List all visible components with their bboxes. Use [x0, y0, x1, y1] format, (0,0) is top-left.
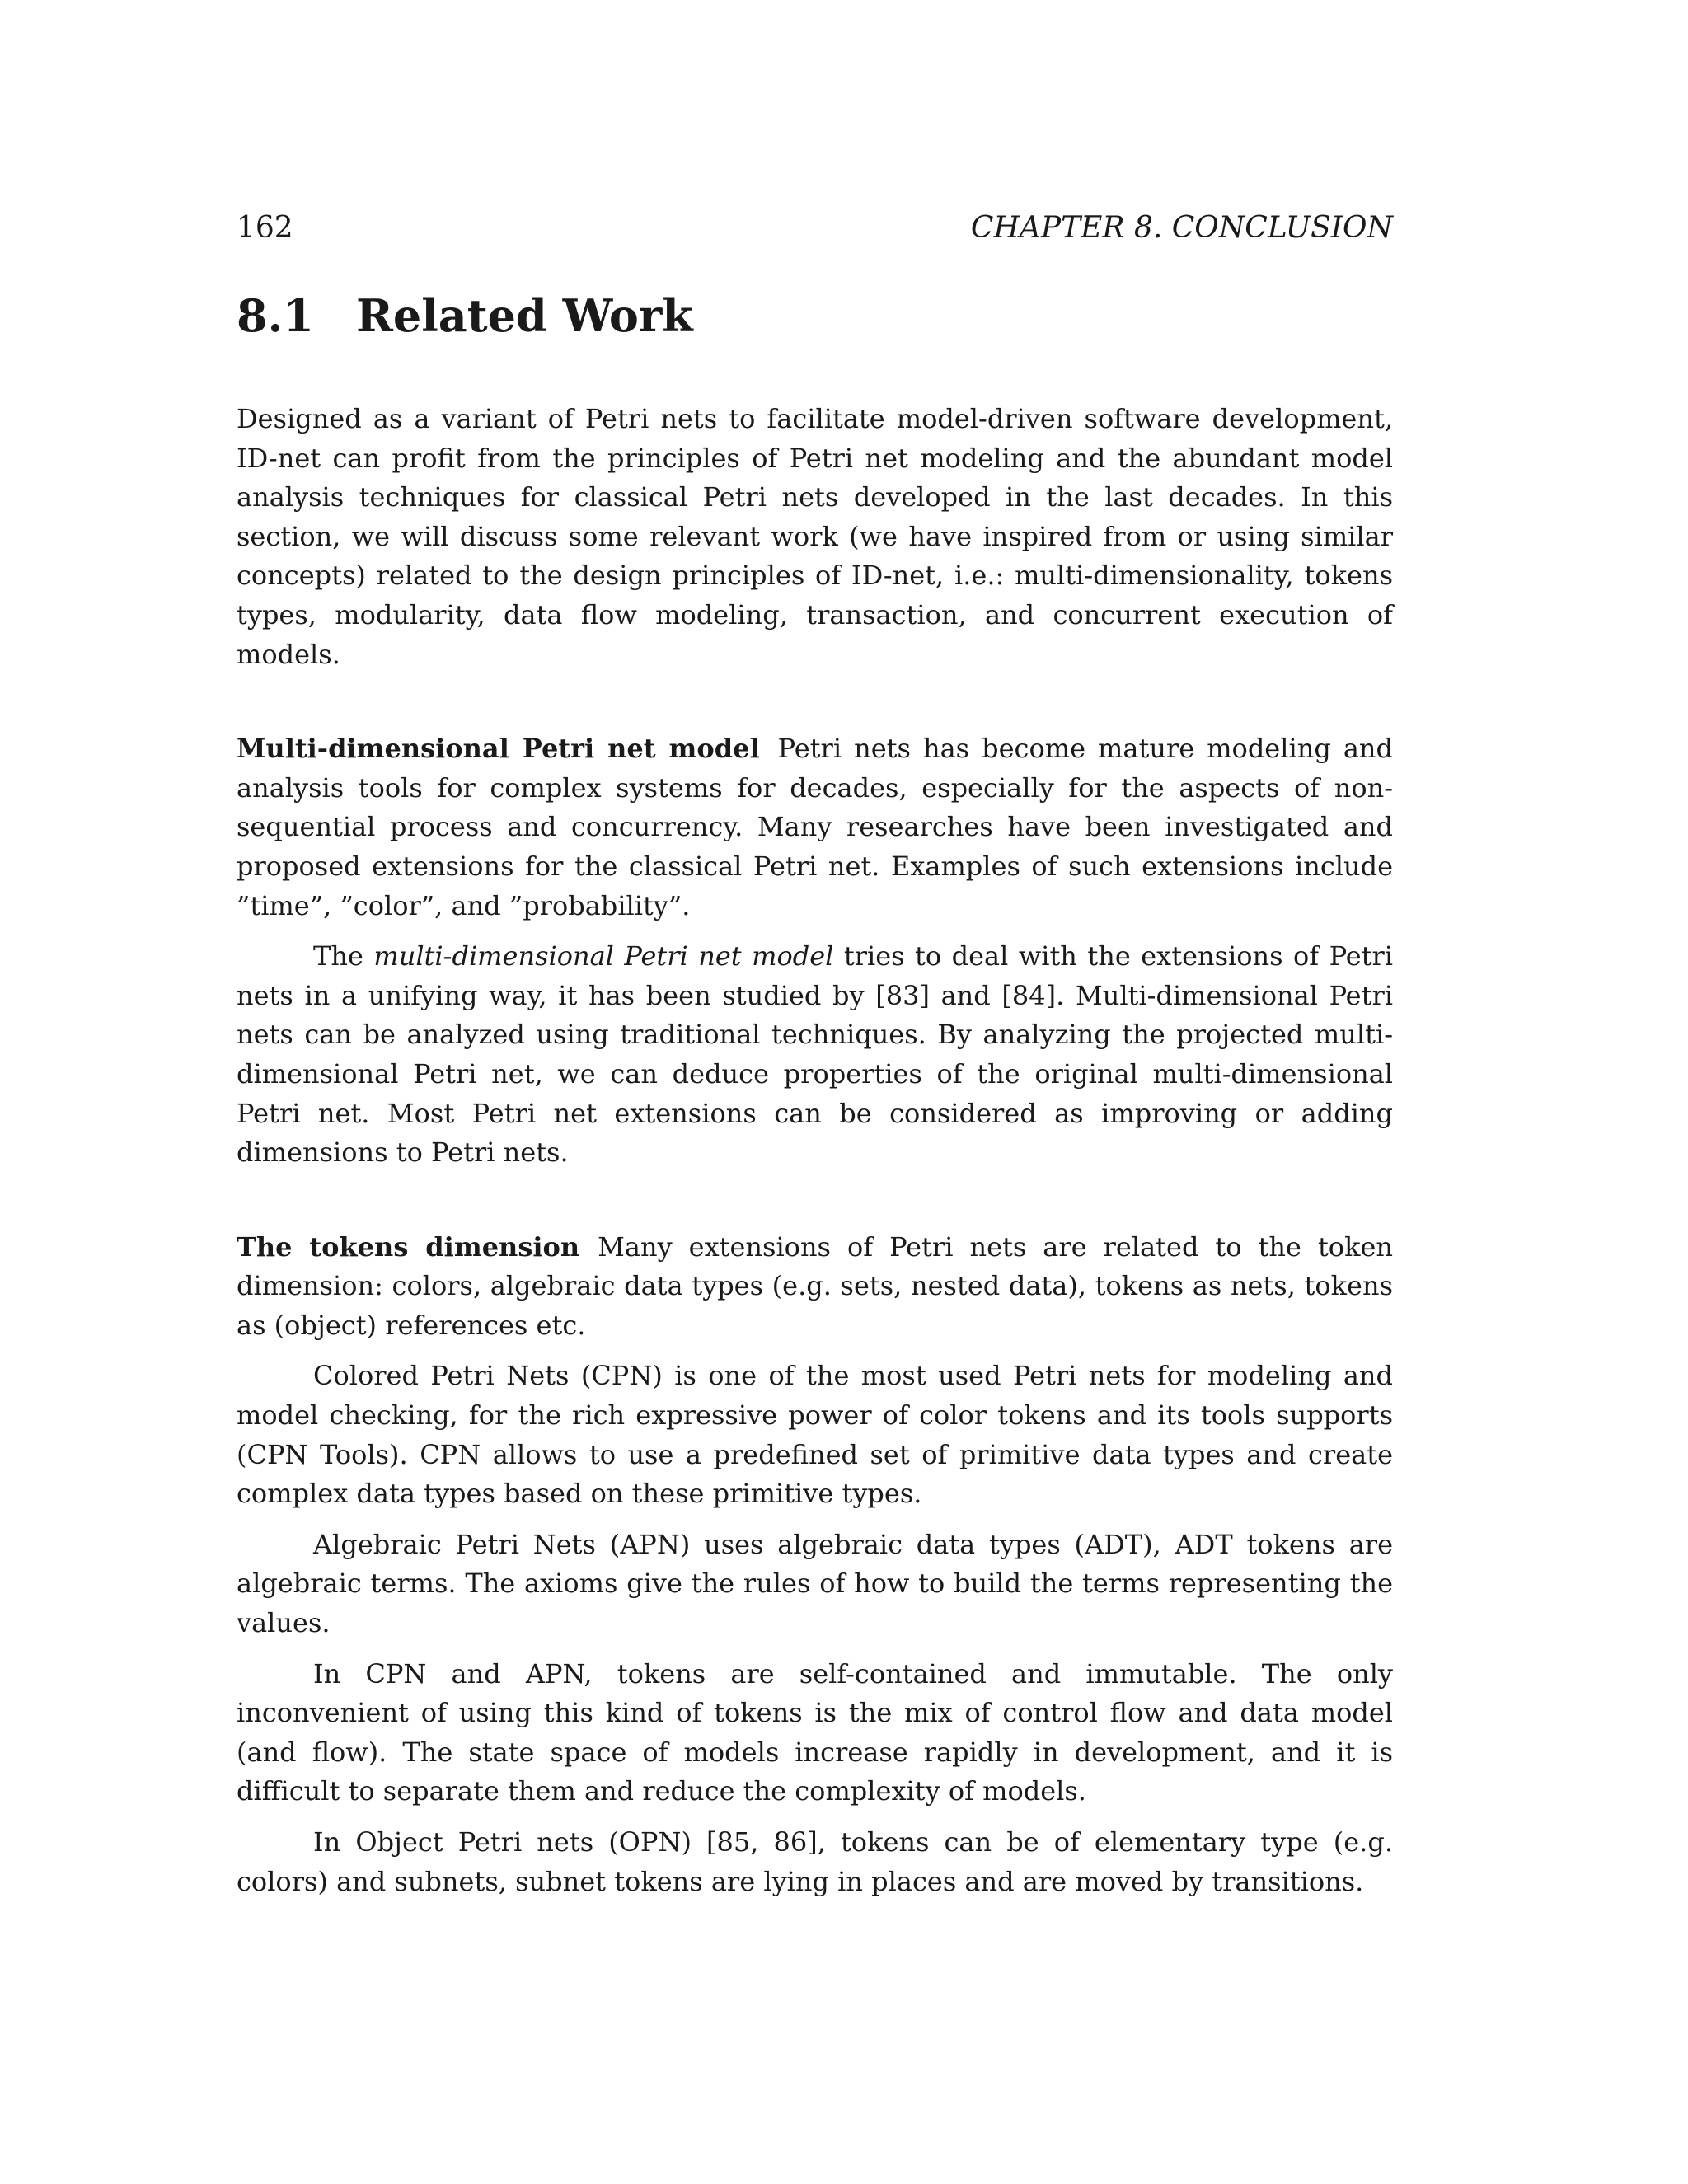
multi-dimensional-paragraph-1	[237, 729, 1393, 926]
running-header	[237, 210, 1393, 246]
paragraph-heading-multi-dimensional: Multi-dimensional Petri net model	[237, 733, 760, 765]
multi-dimensional-section	[237, 729, 1393, 1173]
multi-dimensional-text-1: Petri nets has become mature modeling and analysis tools for complex systems for decades, especially for the aspects of non-sequential process and concurrency. Many researches have been investigated and proposed extensions for the classical Petri net. Examples of such extensions include ”time”, ”color”, and ”probability”.	[237, 733, 1394, 921]
multi-dimensional-paragraph-2	[237, 937, 1393, 1173]
tokens-paragraph-cpn: Colored Petri Nets (CPN) is one of the most used Petri nets for modeling and model checking, for the rich expressive power of color tokens and its tools supports (CPN Tools). CPN allows to use a predefined set of primitive data types and create complex data types based on these primitive types.	[237, 1360, 1393, 1510]
section-number: 8.1	[237, 289, 314, 342]
tokens-paragraph-1	[237, 1228, 1393, 1346]
tokens-paragraph-opn: In Object Petri nets (OPN) [85, 86], tokens can be of elementary type (e.g. colors) and subnets, subnet tokens are lying in places and are moved by transitions.	[237, 1826, 1393, 1897]
section-title: Related Work	[356, 289, 693, 342]
multi-dimensional-text-2b: tries to deal with the extensions of Petri nets in a unifying way, it has been studied by [83] and [84]. Multi-dimensional Petri nets can be analyzed using traditional techniques. By analyzing the projected multi-dimensional Petri net, we can deduce properties of the original multi-dimensional Petri net. Most Petri net extensions can be considered as improving or adding dimensions to Petri nets.	[237, 940, 1394, 1169]
paragraph-heading-tokens: The tokens dimension	[237, 1230, 580, 1263]
chapter-title: CHAPTER 8. CONCLUSION	[970, 211, 1393, 245]
section-heading	[237, 289, 1393, 342]
intro-text: Designed as a variant of Petri nets to facilitate model-driven software development, ID-net can profit from the principles of Petri net modeling and the abundant model analysis techniques for classical Petri nets developed in the last decades. In this section, we will discuss some relevant work (we have inspired from or using similar concepts) related to the design principles of ID-net, i.e.: multi-dimensionality, tokens types, modularity, data flow modeling, transaction, and concurrent execution of models.	[237, 403, 1393, 670]
page-number: 162	[237, 211, 293, 245]
tokens-paragraph-apn: Algebraic Petri Nets (APN) uses algebraic data types (ADT), ADT tokens are algebraic terms. The axioms give the rules of how to build the terms representing the values.	[237, 1528, 1393, 1639]
multi-dimensional-text-2a: The	[313, 940, 374, 972]
tokens-paragraph-immutable: In CPN and APN, tokens are self-contained and immutable. The only inconvenient of using this kind of tokens is the mix of control flow and data model (and flow). The state space of models increase rapidly in development, and it is difficult to separate them and reduce the complexity of models.	[237, 1657, 1393, 1807]
multi-dimensional-term: multi-dimensional Petri net model	[373, 940, 834, 972]
page	[237, 210, 1393, 1901]
intro-paragraph	[237, 400, 1393, 674]
tokens-text-1: Many extensions of Petri nets are related to the token dimension: colors, algebraic data types (e.g. sets, nested data), tokens as nets, tokens as (object) references etc.	[237, 1230, 1394, 1341]
tokens-dimension-section	[237, 1228, 1393, 1902]
